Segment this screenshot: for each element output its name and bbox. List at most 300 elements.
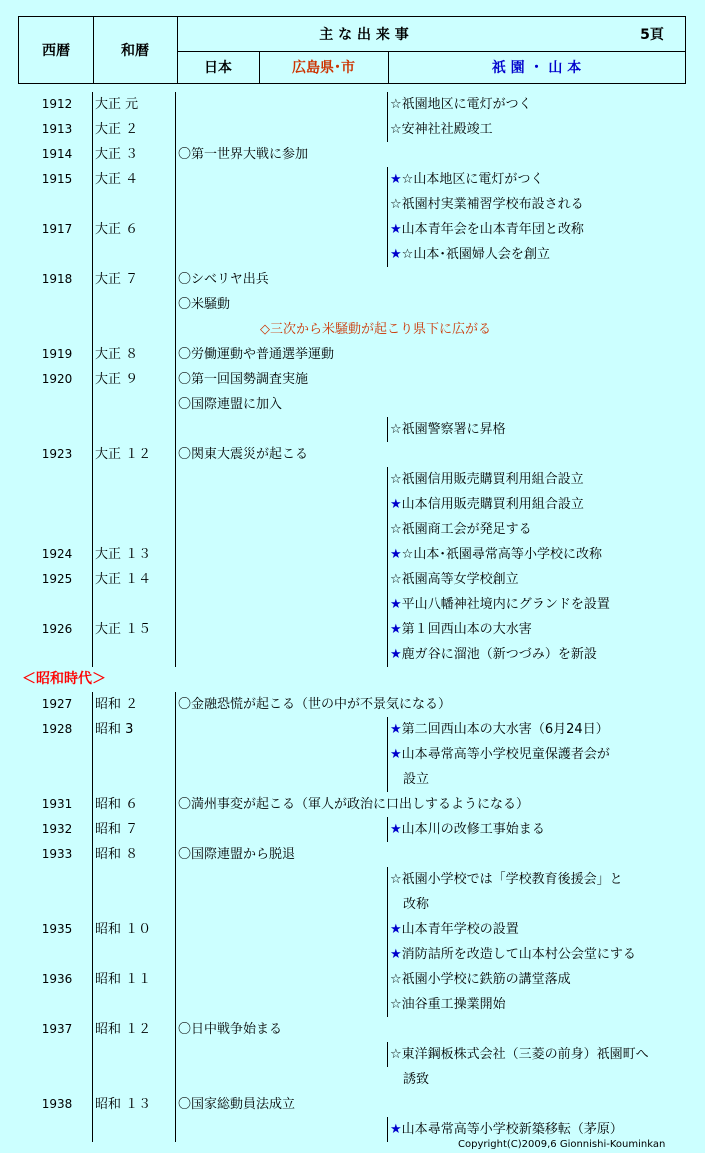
wareki-cell: 大正 ３ xyxy=(95,147,139,162)
japan-event-cell: 〇第一回国勢調査実施 xyxy=(178,372,309,387)
table-row xyxy=(0,742,705,767)
star-icon: ★ xyxy=(390,647,402,662)
column-divider xyxy=(387,967,388,992)
column-divider xyxy=(387,892,388,917)
table-row xyxy=(0,292,705,317)
gion-event-cell: ★第１回西山本の大水害 xyxy=(390,622,532,637)
table-row xyxy=(0,142,705,167)
gion-event-cell: ★山本青年会を山本青年団と改称 xyxy=(390,222,584,237)
japan-event-cell: 〇関東大震災が起こる xyxy=(178,447,309,462)
column-divider xyxy=(387,417,388,442)
column-divider xyxy=(387,867,388,892)
table-row xyxy=(0,92,705,117)
column-divider xyxy=(175,217,176,242)
table-row xyxy=(0,867,705,892)
gion-event-cell: ★山本尋常高等小学校児童保護者会が xyxy=(390,747,610,762)
column-divider xyxy=(175,542,176,567)
wareki-cell xyxy=(95,892,175,917)
gion-event-cell: ☆祇園村実業補習学校布設される xyxy=(390,197,584,212)
wareki-cell: 大正 ４ xyxy=(95,172,139,187)
column-divider xyxy=(387,767,388,792)
year-cell xyxy=(22,592,92,617)
japan-event-cell: 〇第一世界大戦に参加 xyxy=(178,147,309,162)
column-divider xyxy=(92,1092,93,1117)
column-divider xyxy=(175,292,176,317)
table-row xyxy=(0,467,705,492)
column-divider xyxy=(387,817,388,842)
table-row xyxy=(0,192,705,217)
header-seireki: 西暦 xyxy=(42,43,70,59)
year-cell: 1937 xyxy=(41,1022,73,1036)
japan-event-cell: 〇満州事変が起こる（軍人が政治に口出しするようになる） xyxy=(178,797,530,812)
column-divider xyxy=(175,1042,176,1067)
column-divider xyxy=(175,867,176,892)
year-cell xyxy=(22,242,92,267)
header-wareki: 和暦 xyxy=(121,43,149,59)
column-divider xyxy=(175,767,176,792)
column-divider xyxy=(387,167,388,192)
column-divider xyxy=(175,492,176,517)
japan-event-cell: 〇労働運動や普通選挙運動 xyxy=(178,347,335,362)
wareki-cell: 昭和 ２ xyxy=(95,697,139,712)
gion-event-cell: ☆東洋鋼板株式会社（三菱の前身）祇園町へ xyxy=(390,1047,649,1062)
gion-event-cell: ☆祇園地区に電灯がつく xyxy=(390,97,532,112)
gion-event-cell: ★山本信用販売購買利用組合設立 xyxy=(390,497,584,512)
column-divider xyxy=(92,892,93,917)
table-row xyxy=(0,917,705,942)
table-row xyxy=(0,1067,705,1092)
column-divider xyxy=(387,467,388,492)
table-row xyxy=(0,567,705,592)
column-divider xyxy=(175,342,176,367)
wareki-cell xyxy=(95,1042,175,1067)
column-divider xyxy=(387,917,388,942)
column-divider xyxy=(175,1017,176,1042)
gion-event-cell: 改称 xyxy=(390,897,430,912)
wareki-cell: 昭和 ７ xyxy=(95,822,139,837)
year-cell xyxy=(22,742,92,767)
japan-event-cell: 〇金融恐慌が起こる（世の中が不景気になる） xyxy=(178,697,452,712)
column-divider xyxy=(387,992,388,1017)
header-divider xyxy=(177,51,685,52)
gion-event-cell: ☆祇園高等女学校創立 xyxy=(390,572,519,587)
column-divider xyxy=(92,692,93,717)
japan-event-cell: 〇日中戦争始まる xyxy=(178,1022,283,1037)
gion-event-cell: ☆油谷重工操業開始 xyxy=(390,997,506,1012)
japan-event-cell: 〇国際連盟に加入 xyxy=(178,397,283,412)
gion-event-cell: ★山本青年学校の設置 xyxy=(390,922,519,937)
wareki-cell: 大正 １３ xyxy=(95,547,152,562)
table-row xyxy=(0,817,705,842)
wareki-cell xyxy=(95,592,175,617)
star-icon: ★ xyxy=(390,747,402,762)
column-divider xyxy=(175,142,176,167)
table-row xyxy=(0,692,705,717)
japan-event-cell: 〇国際連盟から脱退 xyxy=(178,847,296,862)
column-divider xyxy=(175,242,176,267)
wareki-cell: 昭和 ６ xyxy=(95,797,139,812)
japan-event-cell: 〇米騒動 xyxy=(178,297,231,312)
wareki-cell xyxy=(95,942,175,967)
header-divider xyxy=(93,17,94,83)
table-row xyxy=(0,642,705,667)
column-divider xyxy=(92,792,93,817)
year-cell: 1927 xyxy=(41,697,73,711)
table-row xyxy=(0,792,705,817)
header-gion: 祇 園 ・ 山 本 xyxy=(491,60,582,76)
wareki-cell: 昭和 １３ xyxy=(95,1097,152,1112)
column-divider xyxy=(92,967,93,992)
table-row xyxy=(0,767,705,792)
column-divider xyxy=(387,592,388,617)
column-divider xyxy=(92,867,93,892)
wareki-cell xyxy=(95,742,175,767)
table-row xyxy=(0,617,705,642)
header-main-title: 主 な 出 来 事 xyxy=(319,27,409,43)
column-divider xyxy=(175,817,176,842)
year-cell: 1918 xyxy=(41,272,73,286)
gion-event-cell: ★消防詰所を改造して山本村公会堂にする xyxy=(390,947,636,962)
header-hiroshima: 広島県･市 xyxy=(292,60,355,76)
column-divider xyxy=(387,217,388,242)
wareki-cell: 大正 １２ xyxy=(95,447,152,462)
column-divider xyxy=(175,442,176,467)
year-cell: 1928 xyxy=(41,722,73,736)
column-divider xyxy=(92,717,93,742)
year-cell: 1938 xyxy=(41,1097,73,1111)
wareki-cell xyxy=(95,417,175,442)
column-divider xyxy=(92,367,93,392)
column-divider xyxy=(387,1042,388,1067)
year-cell xyxy=(22,1042,92,1067)
column-divider xyxy=(92,917,93,942)
wareki-cell: 大正 ２ xyxy=(95,122,139,137)
column-divider xyxy=(92,392,93,417)
column-divider xyxy=(175,267,176,292)
column-divider xyxy=(175,942,176,967)
header-divider xyxy=(259,51,260,83)
table-row xyxy=(0,592,705,617)
gion-event-cell: ☆祇園小学校では「学校教育後援会」と xyxy=(390,872,623,887)
column-divider xyxy=(92,342,93,367)
year-cell xyxy=(22,392,92,417)
table-row xyxy=(0,967,705,992)
table-row xyxy=(0,942,705,967)
year-cell xyxy=(22,492,92,517)
column-divider xyxy=(175,1092,176,1117)
table-row xyxy=(0,667,705,692)
year-cell: 1917 xyxy=(41,222,73,236)
column-divider xyxy=(387,742,388,767)
star-icon: ★ xyxy=(390,547,402,562)
header-divider xyxy=(177,17,178,83)
column-divider xyxy=(175,1117,176,1142)
year-cell: 1920 xyxy=(41,372,73,386)
column-divider xyxy=(175,167,176,192)
gion-event-cell: ☆祇園警察署に昇格 xyxy=(390,422,506,437)
wareki-cell: 昭和 3 xyxy=(95,722,134,737)
column-divider xyxy=(92,642,93,667)
header-page-number: 5頁 xyxy=(640,27,664,43)
column-divider xyxy=(175,592,176,617)
year-cell xyxy=(22,517,92,542)
column-divider xyxy=(175,792,176,817)
column-divider xyxy=(92,142,93,167)
column-divider xyxy=(92,192,93,217)
year-cell: 1915 xyxy=(41,172,73,186)
column-divider xyxy=(387,1117,388,1142)
japan-event-cell: 〇国家総動員法成立 xyxy=(178,1097,296,1112)
column-divider xyxy=(92,767,93,792)
year-cell xyxy=(22,992,92,1017)
table-row xyxy=(0,717,705,742)
column-divider xyxy=(175,1067,176,1092)
year-cell: 1913 xyxy=(41,122,73,136)
column-divider xyxy=(92,742,93,767)
gion-event-cell: 設立 xyxy=(390,772,430,787)
table-row xyxy=(0,842,705,867)
wareki-cell: 大正 ７ xyxy=(95,272,139,287)
column-divider xyxy=(175,967,176,992)
year-cell: 1935 xyxy=(41,922,73,936)
header-divider xyxy=(388,51,389,83)
table-header xyxy=(18,16,686,84)
column-divider xyxy=(92,242,93,267)
table-row xyxy=(0,992,705,1017)
column-divider xyxy=(175,842,176,867)
table-row xyxy=(0,417,705,442)
column-divider xyxy=(92,467,93,492)
column-divider xyxy=(387,192,388,217)
wareki-cell: 大正 １５ xyxy=(95,622,152,637)
year-cell: 1923 xyxy=(41,447,73,461)
column-divider xyxy=(175,117,176,142)
star-icon: ★ xyxy=(390,597,402,612)
year-cell: 1914 xyxy=(41,147,73,161)
copyright-notice: Copyright(C)2009,6 Gionnishi-Kouminkan xyxy=(458,1139,666,1150)
column-divider xyxy=(387,492,388,517)
year-cell: 1925 xyxy=(41,572,73,586)
column-divider xyxy=(92,217,93,242)
table-row xyxy=(0,892,705,917)
year-cell xyxy=(22,317,92,342)
column-divider xyxy=(175,917,176,942)
column-divider xyxy=(92,292,93,317)
wareki-cell: 昭和 １２ xyxy=(95,1022,152,1037)
wareki-cell xyxy=(95,642,175,667)
star-icon: ★ xyxy=(390,222,402,237)
column-divider xyxy=(175,192,176,217)
column-divider xyxy=(92,1067,93,1092)
header-japan: 日本 xyxy=(204,60,232,76)
gion-event-cell: ★☆山本地区に電灯がつく xyxy=(390,172,544,187)
wareki-cell xyxy=(95,492,175,517)
wareki-cell xyxy=(95,242,175,267)
gion-event-cell: ☆安神社社殿竣工 xyxy=(390,122,493,137)
column-divider xyxy=(175,992,176,1017)
wareki-cell: 大正 ６ xyxy=(95,222,139,237)
year-cell: 1936 xyxy=(41,972,73,986)
table-row xyxy=(0,267,705,292)
column-divider xyxy=(175,717,176,742)
gion-event-cell: ☆祇園商工会が発足する xyxy=(390,522,532,537)
column-divider xyxy=(387,642,388,667)
star-icon: ★ xyxy=(390,822,402,837)
column-divider xyxy=(387,567,388,592)
wareki-cell: 大正 元 xyxy=(95,97,139,112)
year-cell: 1912 xyxy=(41,97,73,111)
column-divider xyxy=(387,542,388,567)
column-divider xyxy=(92,267,93,292)
wareki-cell xyxy=(95,392,175,417)
star-icon: ★ xyxy=(390,947,402,962)
column-divider xyxy=(175,617,176,642)
wareki-cell xyxy=(95,767,175,792)
star-icon: ★ xyxy=(390,1122,402,1137)
table-row xyxy=(0,517,705,542)
hiroshima-event-cell: ◇三次から米騒動が起こり県下に広がる xyxy=(260,322,491,337)
gion-event-cell: ★☆山本･祇園婦人会を創立 xyxy=(390,247,550,262)
column-divider xyxy=(92,167,93,192)
wareki-cell xyxy=(95,292,175,317)
column-divider xyxy=(92,1117,93,1142)
wareki-cell: 大正 １４ xyxy=(95,572,152,587)
column-divider xyxy=(387,92,388,117)
table-row xyxy=(0,117,705,142)
column-divider xyxy=(175,692,176,717)
gion-event-cell: ★山本川の改修工事始まる xyxy=(390,822,545,837)
column-divider xyxy=(387,717,388,742)
japan-event-cell: 〇シベリヤ出兵 xyxy=(178,272,269,287)
column-divider xyxy=(387,242,388,267)
column-divider xyxy=(92,817,93,842)
wareki-cell: 大正 ９ xyxy=(95,372,139,387)
year-cell: 1931 xyxy=(41,797,73,811)
star-icon: ★ xyxy=(390,622,402,637)
year-cell: 1926 xyxy=(41,622,73,636)
column-divider xyxy=(92,317,93,342)
table-row xyxy=(0,217,705,242)
column-divider xyxy=(175,642,176,667)
column-divider xyxy=(92,842,93,867)
column-divider xyxy=(92,992,93,1017)
column-divider xyxy=(92,517,93,542)
wareki-cell: 大正 ８ xyxy=(95,347,139,362)
table-row xyxy=(0,492,705,517)
table-row xyxy=(0,367,705,392)
gion-event-cell: ★第二回西山本の大水害（6月24日） xyxy=(390,722,609,737)
column-divider xyxy=(387,517,388,542)
year-cell xyxy=(22,467,92,492)
gion-event-cell: ★山本尋常高等小学校新築移転（茅原） xyxy=(390,1122,623,1137)
column-divider xyxy=(92,442,93,467)
year-cell xyxy=(22,192,92,217)
table-row xyxy=(0,167,705,192)
column-divider xyxy=(387,117,388,142)
wareki-cell xyxy=(95,517,175,542)
column-divider xyxy=(175,92,176,117)
year-cell xyxy=(22,1117,92,1142)
star-icon: ★ xyxy=(390,497,402,512)
era-heading: ＜昭和時代＞ xyxy=(22,671,106,687)
gion-event-cell: ★平山八幡神社境内にグランドを設置 xyxy=(390,597,610,612)
gion-event-cell: ☆祇園信用販売購買利用組合設立 xyxy=(390,472,584,487)
column-divider xyxy=(175,567,176,592)
column-divider xyxy=(92,117,93,142)
star-icon: ★ xyxy=(390,247,402,262)
star-icon: ★ xyxy=(390,922,402,937)
column-divider xyxy=(92,92,93,117)
column-divider xyxy=(175,742,176,767)
column-divider xyxy=(92,417,93,442)
column-divider xyxy=(175,467,176,492)
column-divider xyxy=(92,567,93,592)
column-divider xyxy=(175,892,176,917)
table-row xyxy=(0,242,705,267)
column-divider xyxy=(387,617,388,642)
table-row xyxy=(0,1017,705,1042)
year-cell xyxy=(22,892,92,917)
column-divider xyxy=(92,1042,93,1067)
column-divider xyxy=(92,617,93,642)
table-row xyxy=(0,1092,705,1117)
column-divider xyxy=(175,317,176,342)
year-cell xyxy=(22,867,92,892)
wareki-cell xyxy=(95,192,175,217)
gion-event-cell: 誘致 xyxy=(390,1072,430,1087)
column-divider xyxy=(92,542,93,567)
year-cell: 1932 xyxy=(41,822,73,836)
star-icon: ★ xyxy=(390,172,402,187)
year-cell xyxy=(22,642,92,667)
year-cell xyxy=(22,942,92,967)
table-row xyxy=(0,542,705,567)
gion-event-cell: ☆祇園小学校に鉄筋の講堂落成 xyxy=(390,972,571,987)
year-cell xyxy=(22,1067,92,1092)
year-cell: 1919 xyxy=(41,347,73,361)
table-row xyxy=(0,442,705,467)
wareki-cell xyxy=(95,317,175,342)
table-row xyxy=(0,317,705,342)
column-divider xyxy=(92,1017,93,1042)
column-divider xyxy=(175,367,176,392)
column-divider xyxy=(92,942,93,967)
table-row xyxy=(0,392,705,417)
wareki-cell xyxy=(95,867,175,892)
column-divider xyxy=(175,517,176,542)
year-cell xyxy=(22,417,92,442)
column-divider xyxy=(175,417,176,442)
column-divider xyxy=(387,942,388,967)
timeline-table xyxy=(0,92,705,1142)
wareki-cell xyxy=(95,1117,175,1142)
wareki-cell xyxy=(95,467,175,492)
gion-event-cell: ★鹿ガ谷に溜池（新つづみ）を新設 xyxy=(390,647,597,662)
wareki-cell: 昭和 ８ xyxy=(95,847,139,862)
wareki-cell: 昭和 １０ xyxy=(95,922,152,937)
year-cell: 1933 xyxy=(41,847,73,861)
year-cell xyxy=(22,767,92,792)
gion-event-cell: ★☆山本･祇園尋常高等小学校に改称 xyxy=(390,547,603,562)
star-icon: ★ xyxy=(390,722,402,737)
column-divider xyxy=(92,592,93,617)
table-row xyxy=(0,1042,705,1067)
wareki-cell: 昭和 １１ xyxy=(95,972,152,987)
table-row xyxy=(0,342,705,367)
column-divider xyxy=(175,392,176,417)
wareki-cell xyxy=(95,992,175,1017)
year-cell xyxy=(22,292,92,317)
